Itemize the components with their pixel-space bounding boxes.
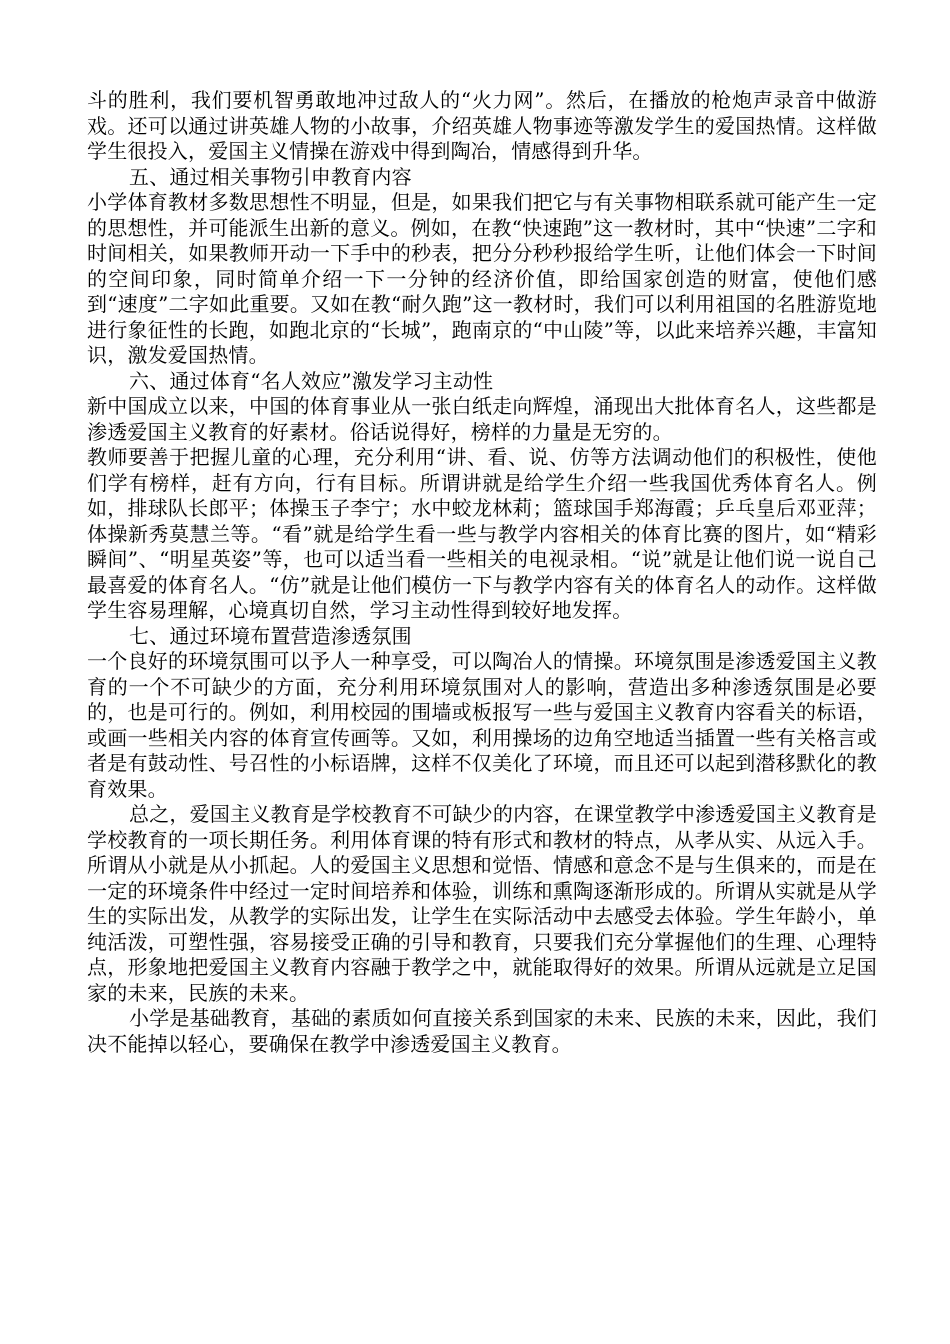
paragraph-conclusion: 小学是基础教育，基础的素质如何直接关系到国家的未来、民族的未来，因此，我们决不能掉以轻心，要确保在教学中渗透爱国主义教育。 [87, 1006, 877, 1056]
section-heading-5: 五、通过相关事物引申教育内容 [129, 164, 412, 189]
section-heading-6: 六、通过体育“名人效应”激发学习主动性 [129, 368, 494, 393]
paragraph-summary: 总之，爱国主义教育是学校教育不可缺少的内容，在课堂教学中渗透爱国主义教育是学校教育的一项长期任务。利用体育课的特有形式和教材的特点，从孝从实、从远入手。所谓从小就是从小抓起。人的爱国主义思想和觉悟、情感和意念不是与生俱来的，而是在一定的环境条件中经过一定时间培养和体验，训练和熏陶逐渐形成的。所谓从实就是从学生的实际出发，从教学的实际出发，让学生在实际活动中去感受去体验。学生年龄小，单纯活泼，可塑性强，容易接受正确的引导和教育，只要我们充分掌握他们的生理、心理特点，形象地把爱国主义教育内容融于教学之中，就能取得好的效果。所谓从远就是立足国家的未来，民族的未来。 [87, 802, 877, 1005]
paragraph-environment: 一个良好的环境氛围可以予人一种享受，可以陶冶人的情操。环境氛围是渗透爱国主义教育的一个不可缺少的方面，充分利用环境氛围对人的影响，营造出多种渗透氛围是必要的，也是可行的。例如，利用校园的围墙或板报写一些与爱国主义教育内容看关的标语，或画一些相关内容的体育宣传画等。又如，利用操场的边角空地适当插置一些有关格言或者是有鼓动性、号召性的小标语牌，这样不仅美化了环境，而且还可以起到潜移默化的教育效果。 [87, 649, 877, 801]
paragraph-related-things: 小学体育教材多数思想性不明显，但是，如果我们把它与有关事物相联系就可能产生一定的思想性，并可能派生出新的意义。例如，在教“快速跑”这一教材时，其中“快速”二字和时间相关，如果教师开动一下手中的秒表，把分分秒秒报给学生听，让他们体会一下时间的空间印象，同时简单介绍一下一分钟的经济价值，即给国家创造的财富，使他们感到“速度”二字如此重要。又如在教“耐久跑”这一教材时，我们可以利用祖国的名胜游览地进行象征性的长跑，如跑北京的“长城”，跑南京的“中山陵”等，以此来培养兴趣，丰富知识，激发爱国热情。 [87, 190, 877, 367]
paragraph-celebrity-methods: 教师要善于把握儿童的心理，充分利用“讲、看、说、仿等方法调动他们的积极性，使他们学有榜样，赶有方向，行有目标。所谓讲就是给学生介绍一些我国优秀体育名人。例如，排球队长郎平；体操玉子李宁；水中蛟龙林莉；篮球国手郑海霞；乒乓皇后邓亚萍；体操新秀莫慧兰等。“看”就是给学生看一些与教学内容相关的体育比赛的图片，如“精彩瞬间”、“明星英姿”等，也可以适当看一些相关的电视录相。“说”就是让他们说一说自己最喜爱的体育名人。“仿”就是让他们模仿一下与教学内容有关的体育名人的动作。这样做学生容易理解，心境真切自然，学习主动性得到较好地发挥。 [87, 445, 877, 622]
paragraph-game-patriotism: 斗的胜利，我们要机智勇敢地冲过敌人的“火力网”。然后，在播放的枪炮声录音中做游戏。还可以通过讲英雄人物的小故事，介绍英雄人物事迹等激发学生的爱国热情。这样做学生很投入，爱国主义情操在游戏中得到陶冶，情感得到升华。 [87, 88, 877, 163]
paragraph-sports-history: 新中国成立以来，中国的体育事业从一张白纸走向辉煌，涌现出大批体育名人，这些都是渗透爱国主义教育的好素材。俗话说得好，榜样的力量是无穷的。 [87, 394, 877, 444]
document-page [87, 88, 877, 1057]
section-heading-7: 七、通过环境布置营造渗透氛围 [129, 623, 412, 648]
